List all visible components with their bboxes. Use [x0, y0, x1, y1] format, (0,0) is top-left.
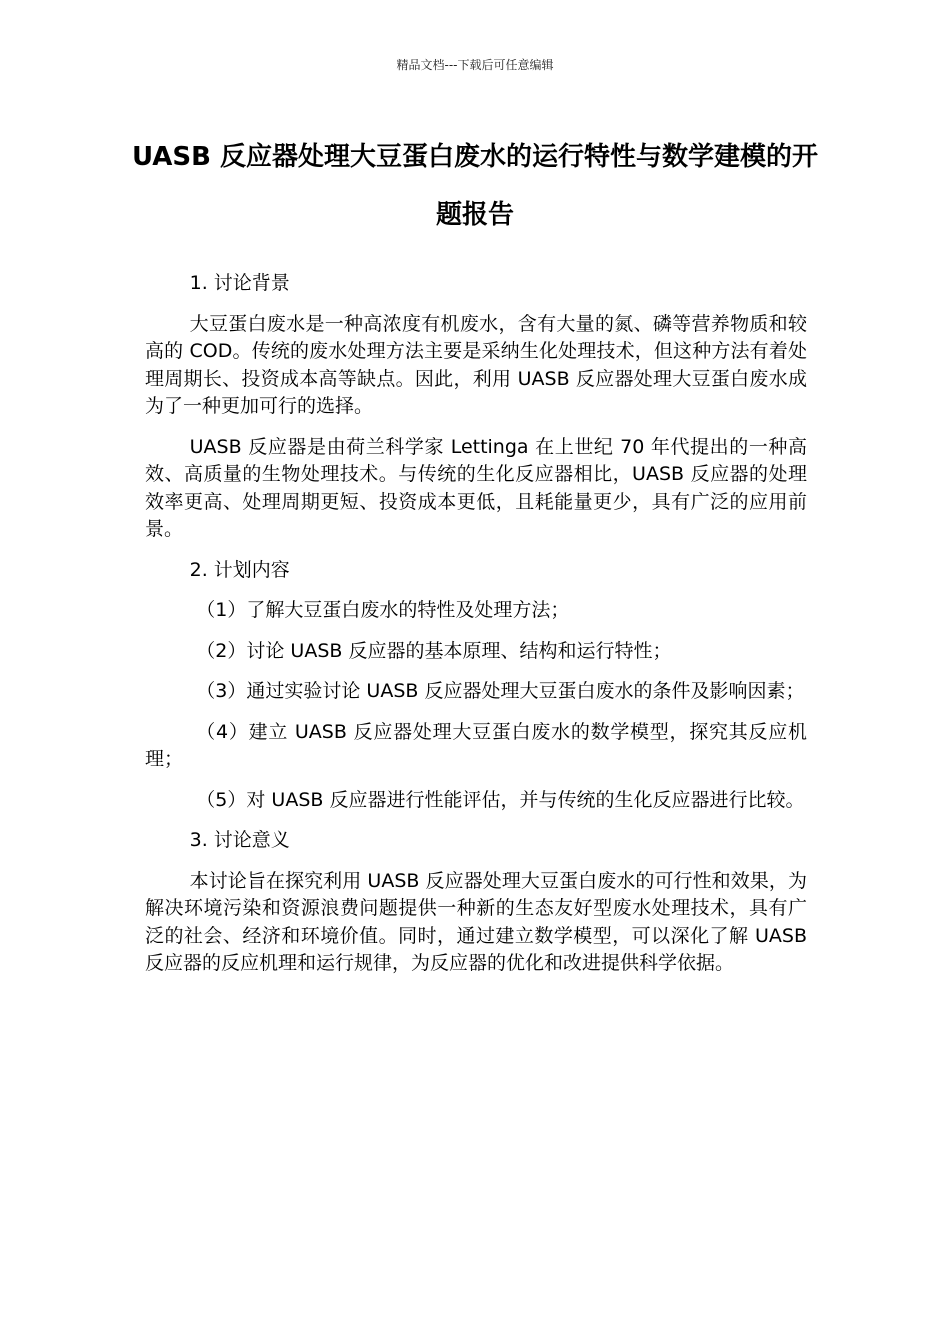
document-body [145, 270, 807, 991]
section-heading-significance: 3. 讨论意义 [189, 829, 290, 851]
header-note: 精品文档---下载后可任意编辑 [396, 58, 554, 72]
list-item: （2）讨论 UASB 反应器的基本原理、结构和运行特性； [196, 639, 672, 662]
document-title: UASB 反应器处理大豆蛋白废水的运行特性与数学建模的开题报告 [131, 142, 819, 230]
list-item: （5）对 UASB 反应器进行性能评估，并与传统的生化反应器进行比较。 [196, 788, 805, 811]
paragraph: UASB 反应器是由荷兰科学家 Lettinga 在上世纪 70 年代提出的一种高效、高质量的生物处理技术。与传统的生化反应器相比，UASB 反应器的处理效率更高、处理周期更短、投资成本更低，且耗能量更少，具有广泛的应用前景。 [145, 435, 807, 540]
section-heading-background: 1. 讨论背景 [189, 272, 290, 294]
paragraph: 大豆蛋白废水是一种高浓度有机废水，含有大量的氮、磷等营养物质和较高的 COD。传统的废水处理方法主要是采纳生化处理技术，但这种方法有着处理周期长、投资成本高等缺点。因此，利用 UASB 反应器处理大豆蛋白废水成为了一种更加可行的选择。 [145, 312, 807, 417]
list-item: （1）了解大豆蛋白废水的特性及处理方法； [196, 599, 570, 621]
list-item: （3）通过实验讨论 UASB 反应器处理大豆蛋白废水的条件及影响因素； [196, 680, 805, 702]
section-heading-plan: 2. 计划内容 [189, 558, 290, 581]
list-item: （4）建立 UASB 反应器处理大豆蛋白废水的数学模型，探究其反应机理； [145, 720, 807, 770]
paragraph: 本讨论旨在探究利用 UASB 反应器处理大豆蛋白废水的可行性和效果，为解决环境污染和资源浪费问题提供一种新的生态友好型废水处理技术，具有广泛的社会、经济和环境价值。同时，通过建立数学模型，可以深化了解 UASB 反应器的反应机理和运行规律，为反应器的优化和改进提供科学依据。 [145, 869, 807, 974]
